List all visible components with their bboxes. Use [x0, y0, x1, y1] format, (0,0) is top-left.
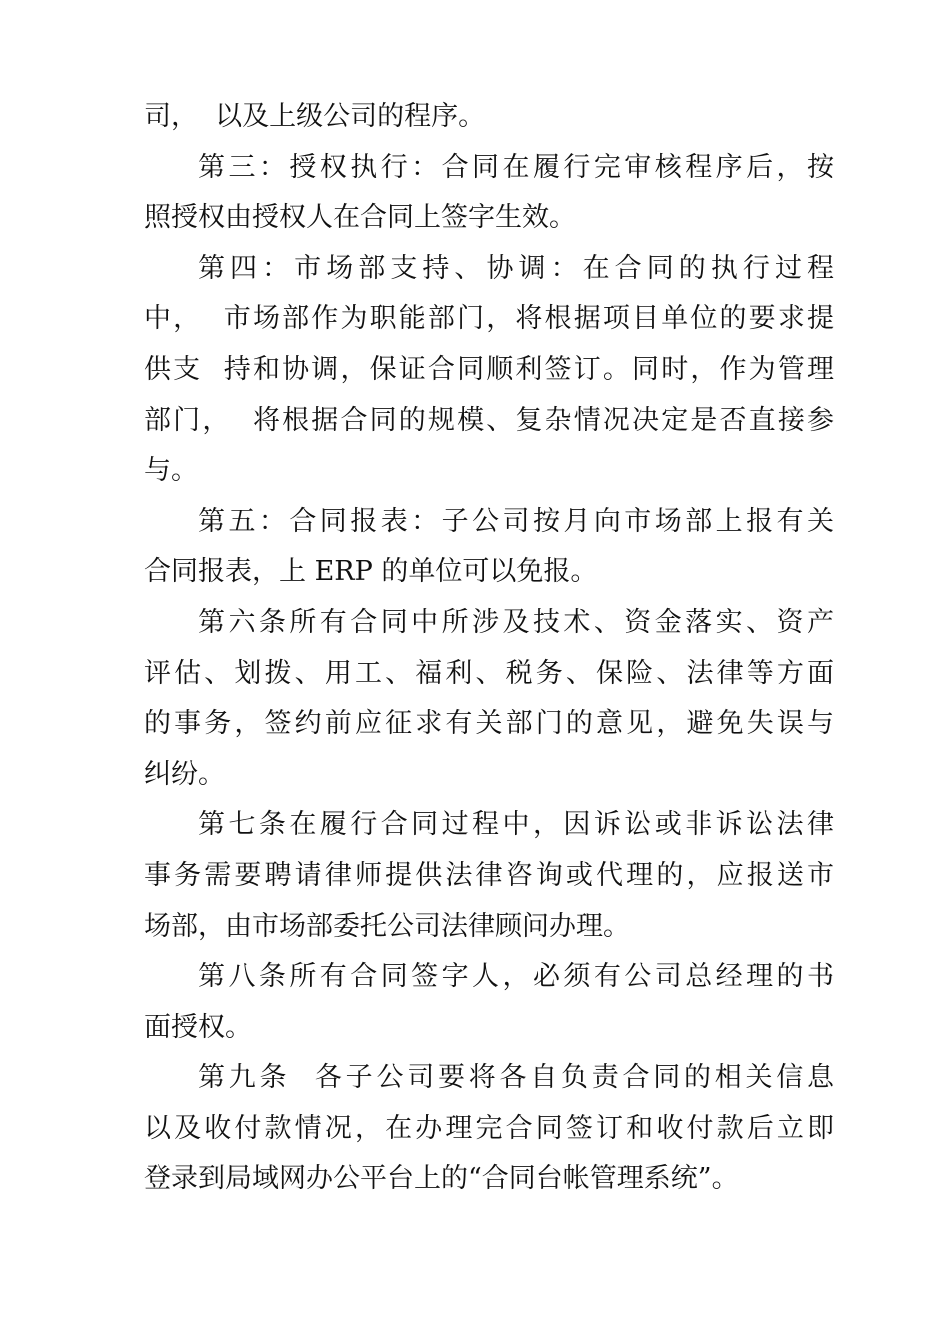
paragraph — [144, 143, 834, 244]
paragraph — [144, 598, 834, 800]
paragraph-line: 第八条所有合同签字人，必须有公司总经理的书 — [198, 961, 834, 993]
paragraph-line: 与。 — [144, 455, 198, 487]
paragraph — [144, 800, 834, 952]
paragraph-line: 的事务，签约前应征求有关部门的意见，避免失误与 — [144, 708, 834, 740]
paragraph — [144, 92, 834, 143]
paragraph-line: 第九条 各子公司要将各自负责合同的相关信息 — [198, 1062, 834, 1094]
paragraph-line: 面授权。 — [144, 1011, 252, 1043]
paragraph-line: 第五：合同报表：子公司按月向市场部上报有关 — [198, 505, 834, 537]
paragraph — [144, 952, 834, 1053]
paragraph-line: 评估、划拨、用工、福利、税务、保险、法律等方面 — [144, 657, 834, 689]
paragraph-line: 第六条所有合同中所涉及技术、资金落实、资产 — [198, 606, 834, 638]
paragraph-line: 第三：授权执行：合同在履行完审核程序后，按 — [198, 151, 834, 183]
paragraph-line: 事务需要聘请律师提供法律咨询或代理的，应报送市 — [144, 859, 834, 891]
paragraph — [144, 244, 834, 497]
paragraph-line: 登录到局域网办公平台上的“合同台帐管理系统”。 — [144, 1163, 739, 1195]
paragraph-line: 中， 市场部作为职能部门，将根据项目单位的要求提 — [144, 303, 834, 335]
paragraph-line: 以及收付款情况，在办理完合同签订和收付款后立即 — [144, 1112, 834, 1144]
paragraph-line: 纠纷。 — [144, 758, 225, 790]
paragraph-line: 部门， 将根据合同的规模、复杂情况决定是否直接参 — [144, 404, 834, 436]
document-body — [144, 92, 834, 1205]
paragraph-line: 司， 以及上级公司的程序。 — [144, 101, 486, 132]
paragraph-line: 第四：市场部支持、协调：在合同的执行过程 — [198, 252, 834, 284]
paragraph-line: 合同报表，上 ERP 的单位可以免报。 — [144, 556, 598, 588]
paragraph-line: 照授权由授权人在合同上签字生效。 — [144, 202, 576, 234]
paragraph-line: 场部，由市场部委托公司法律顾问办理。 — [144, 910, 630, 942]
paragraph-line: 第七条在履行合同过程中，因诉讼或非诉讼法律 — [198, 809, 834, 841]
paragraph — [144, 497, 834, 598]
paragraph-line: 供支 持和协调，保证合同顺利签订。同时，作为管理 — [144, 353, 834, 385]
paragraph — [144, 1053, 834, 1205]
